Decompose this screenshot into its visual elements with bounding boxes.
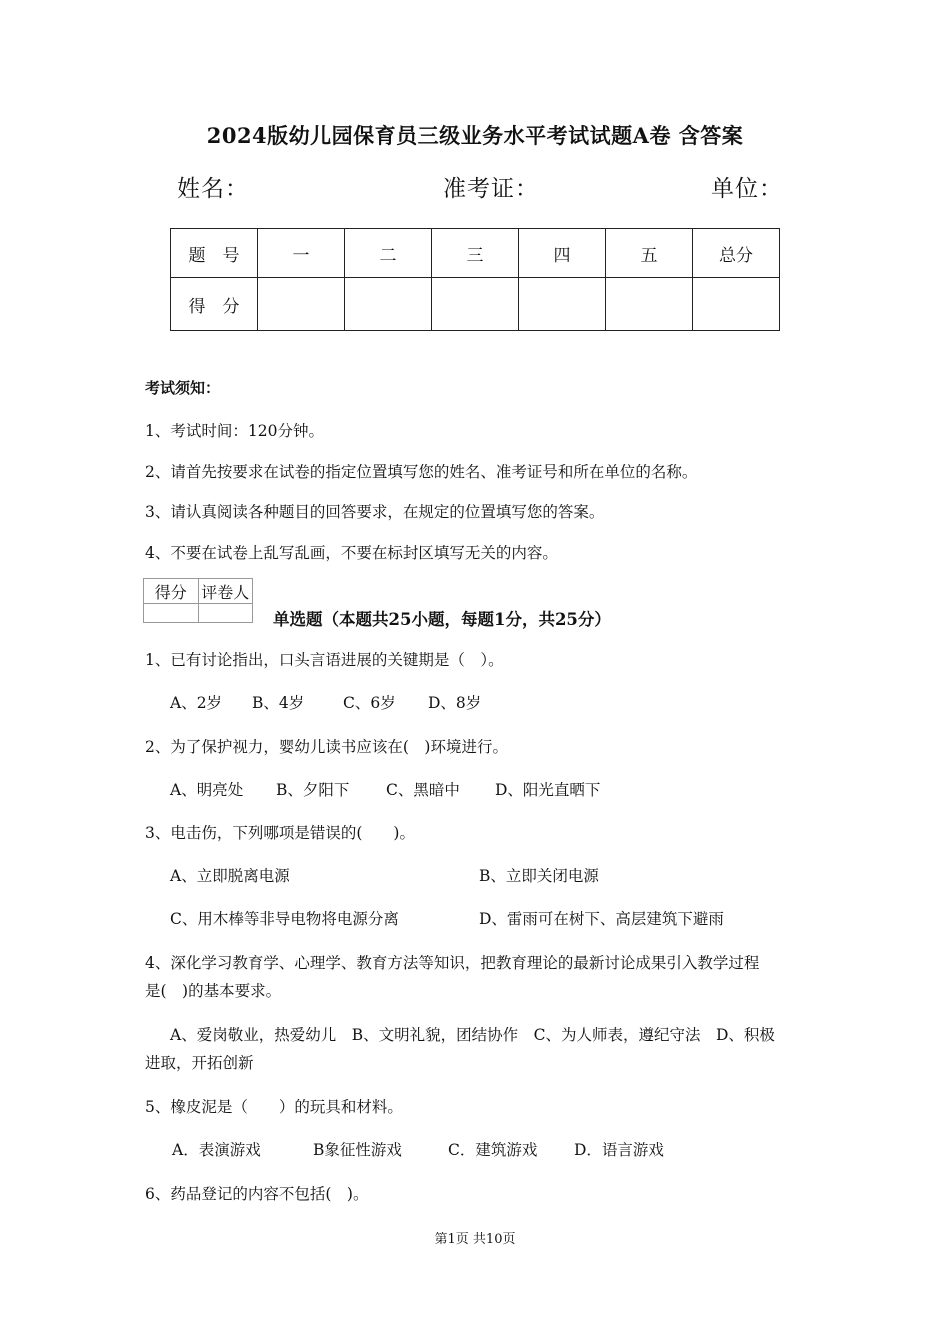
grader-name-cell[interactable] <box>198 604 253 623</box>
score-table-header-1: 一 <box>258 229 345 278</box>
score-table-score-label: 得 分 <box>171 278 258 331</box>
notice-title: 考试须知： <box>145 379 221 397</box>
question-stem-continued: 是( )的基本要求。 <box>145 982 282 1000</box>
score-cell-1[interactable] <box>258 278 345 331</box>
grader-score-cell[interactable] <box>144 604 199 623</box>
grader-name-label: 评卷人 <box>198 579 253 604</box>
score-cell-3[interactable] <box>432 278 519 331</box>
answer-option[interactable]: C．建筑游戏 <box>448 1141 538 1159</box>
score-table-header-row <box>171 229 780 278</box>
answer-option[interactable]: A、2岁 <box>170 694 223 712</box>
exam-number-field-label: 准考证： <box>443 176 539 202</box>
question-stem: 6、药品登记的内容不包括( )。 <box>145 1185 369 1203</box>
answer-option[interactable]: A、立即脱离电源 <box>170 867 290 885</box>
score-table-header-3: 三 <box>432 229 519 278</box>
notice-item-2: 2、请首先按要求在试卷的指定位置填写您的姓名、准考证号和所在单位的名称。 <box>145 463 698 481</box>
answer-option[interactable]: D．语言游戏 <box>574 1141 664 1159</box>
answer-option[interactable]: D、雷雨可在树下、高层建筑下避雨 <box>479 910 724 928</box>
answer-option[interactable]: D、8岁 <box>428 694 482 712</box>
notice-item-4: 4、不要在试卷上乱写乱画，不要在标封区填写无关的内容。 <box>145 544 558 562</box>
score-table-score-row <box>171 278 780 331</box>
answer-option[interactable]: B、夕阳下 <box>276 781 350 799</box>
answer-option[interactable]: C、用木棒等非导电物将电源分离 <box>170 910 399 928</box>
question-stem: 2、为了保护视力，婴幼儿读书应该在( )环境进行。 <box>145 738 508 756</box>
question-stem: 3、电击伤，下列哪项是错误的( )。 <box>145 824 415 842</box>
answer-option[interactable]: B象征性游戏 <box>313 1141 402 1159</box>
answer-option[interactable]: D、阳光直晒下 <box>495 781 601 799</box>
name-field-label: 姓名： <box>177 176 249 202</box>
answer-option[interactable]: A、明亮处 <box>170 781 244 799</box>
score-table-header-5: 五 <box>606 229 693 278</box>
answer-options-line[interactable]: A、爱岗敬业，热爱幼儿 B、文明礼貌，团结协作 C、为人师表，遵纪守法 D、积极 <box>170 1026 775 1044</box>
exam-title: 2024版幼儿园保育员三级业务水平考试试题A卷 含答案 <box>206 123 744 148</box>
score-cell-2[interactable] <box>345 278 432 331</box>
page-footer: 第1页 共10页 <box>434 1232 516 1247</box>
notice-item-1: 1、考试时间：120分钟。 <box>145 422 324 440</box>
score-table-header-4: 四 <box>519 229 606 278</box>
answer-option[interactable]: A．表演游戏 <box>172 1141 261 1159</box>
question-stem: 1、已有讨论指出，口头言语进展的关键期是（ ）。 <box>145 651 504 669</box>
grader-score-label: 得分 <box>144 579 199 604</box>
grader-box <box>143 578 253 623</box>
section-title: 单选题（本题共25小题，每题1分，共25分） <box>273 610 611 629</box>
question-stem: 5、橡皮泥是（ ）的玩具和材料。 <box>145 1098 403 1116</box>
score-table-header-total: 总分 <box>693 229 780 278</box>
unit-field-label: 单位： <box>711 176 783 202</box>
score-table-header-label: 题 号 <box>171 229 258 278</box>
score-table <box>170 228 780 331</box>
notice-item-3: 3、请认真阅读各种题目的回答要求，在规定的位置填写您的答案。 <box>145 503 605 521</box>
answer-option[interactable]: C、黑暗中 <box>386 781 460 799</box>
score-table-header-2: 二 <box>345 229 432 278</box>
score-cell-total[interactable] <box>693 278 780 331</box>
answer-option[interactable]: B、4岁 <box>252 694 305 712</box>
answer-options-line-continued[interactable]: 进取，开拓创新 <box>145 1054 254 1072</box>
answer-option[interactable]: B、立即关闭电源 <box>479 867 599 885</box>
answer-option[interactable]: C、6岁 <box>343 694 396 712</box>
question-stem: 4、深化学习教育学、心理学、教育方法等知识，把教育理论的最新讨论成果引入教学过程 <box>145 954 760 972</box>
score-cell-4[interactable] <box>519 278 606 331</box>
score-cell-5[interactable] <box>606 278 693 331</box>
